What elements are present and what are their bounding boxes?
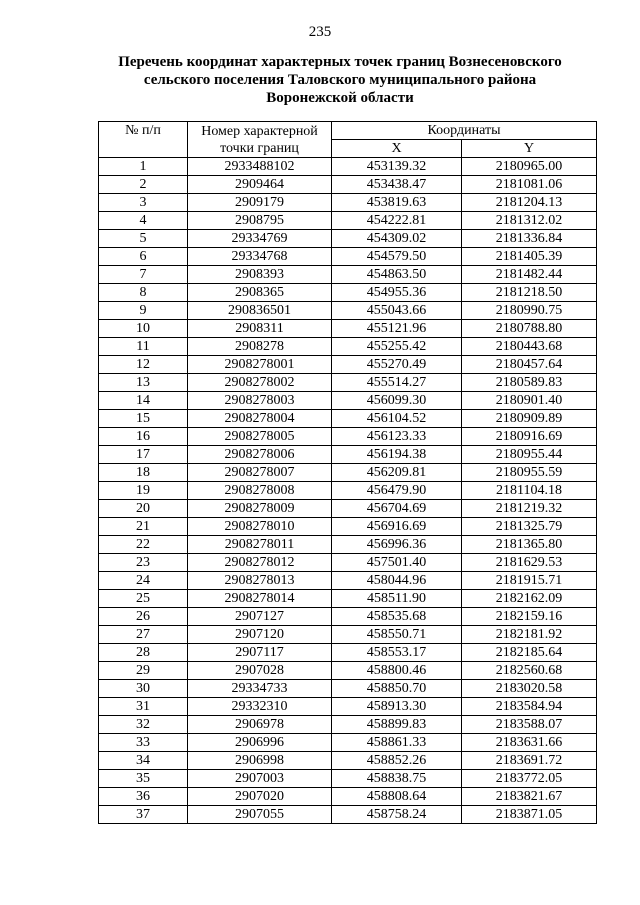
cell-x: 454955.36 bbox=[332, 284, 462, 302]
cell-point-number: 2908278003 bbox=[188, 392, 332, 410]
table-row bbox=[99, 770, 597, 788]
cell-y: 2181312.02 bbox=[462, 212, 597, 230]
cell-y: 2183772.05 bbox=[462, 770, 597, 788]
cell-y: 2181218.50 bbox=[462, 284, 597, 302]
table-row bbox=[99, 284, 597, 302]
cell-y: 2183020.58 bbox=[462, 680, 597, 698]
cell-point-number: 2908795 bbox=[188, 212, 332, 230]
cell-y: 2180965.00 bbox=[462, 158, 597, 176]
document-title bbox=[60, 53, 620, 107]
cell-x: 455121.96 bbox=[332, 320, 462, 338]
document-title-line-3: Воронежской области bbox=[266, 90, 414, 106]
cell-point-number: 2908278014 bbox=[188, 590, 332, 608]
cell-row-number: 26 bbox=[99, 608, 188, 626]
cell-y: 2181405.39 bbox=[462, 248, 597, 266]
cell-y: 2181915.71 bbox=[462, 572, 597, 590]
cell-x: 456194.38 bbox=[332, 446, 462, 464]
cell-row-number: 30 bbox=[99, 680, 188, 698]
table-row bbox=[99, 230, 597, 248]
cell-row-number: 12 bbox=[99, 356, 188, 374]
cell-point-number: 2908393 bbox=[188, 266, 332, 284]
cell-point-number: 2907120 bbox=[188, 626, 332, 644]
cell-row-number: 5 bbox=[99, 230, 188, 248]
table-row bbox=[99, 302, 597, 320]
cell-row-number: 3 bbox=[99, 194, 188, 212]
cell-row-number: 9 bbox=[99, 302, 188, 320]
table-row bbox=[99, 320, 597, 338]
cell-y: 2180916.69 bbox=[462, 428, 597, 446]
table-row bbox=[99, 662, 597, 680]
cell-y: 2181104.18 bbox=[462, 482, 597, 500]
cell-y: 2183584.94 bbox=[462, 698, 597, 716]
cell-point-number: 2906978 bbox=[188, 716, 332, 734]
cell-x: 456209.81 bbox=[332, 464, 462, 482]
cell-y: 2181081.06 bbox=[462, 176, 597, 194]
cell-point-number: 2908278012 bbox=[188, 554, 332, 572]
cell-y: 2181336.84 bbox=[462, 230, 597, 248]
cell-row-number: 1 bbox=[99, 158, 188, 176]
header-point-number bbox=[188, 122, 332, 158]
cell-row-number: 24 bbox=[99, 572, 188, 590]
table-row bbox=[99, 752, 597, 770]
cell-y: 2182159.16 bbox=[462, 608, 597, 626]
cell-x: 456099.30 bbox=[332, 392, 462, 410]
cell-y: 2183588.07 bbox=[462, 716, 597, 734]
cell-row-number: 7 bbox=[99, 266, 188, 284]
cell-point-number: 2907117 bbox=[188, 644, 332, 662]
table-row bbox=[99, 392, 597, 410]
cell-point-number: 2907003 bbox=[188, 770, 332, 788]
table-row bbox=[99, 518, 597, 536]
table-row bbox=[99, 500, 597, 518]
table-row bbox=[99, 698, 597, 716]
cell-y: 2181629.53 bbox=[462, 554, 597, 572]
coordinates-table bbox=[98, 121, 597, 824]
cell-row-number: 35 bbox=[99, 770, 188, 788]
cell-y: 2181325.79 bbox=[462, 518, 597, 536]
cell-y: 2183821.67 bbox=[462, 788, 597, 806]
cell-x: 456104.52 bbox=[332, 410, 462, 428]
cell-point-number: 2907055 bbox=[188, 806, 332, 824]
cell-point-number: 2908278011 bbox=[188, 536, 332, 554]
cell-y: 2181365.80 bbox=[462, 536, 597, 554]
cell-point-number: 290836501 bbox=[188, 302, 332, 320]
table-row bbox=[99, 734, 597, 752]
table-row bbox=[99, 374, 597, 392]
cell-row-number: 20 bbox=[99, 500, 188, 518]
header-row-number: № п/п bbox=[99, 122, 188, 158]
cell-x: 455043.66 bbox=[332, 302, 462, 320]
cell-row-number: 11 bbox=[99, 338, 188, 356]
cell-point-number: 2908278001 bbox=[188, 356, 332, 374]
cell-x: 458808.64 bbox=[332, 788, 462, 806]
cell-y: 2182560.68 bbox=[462, 662, 597, 680]
cell-point-number: 2908278008 bbox=[188, 482, 332, 500]
page-number: 235 bbox=[308, 24, 332, 40]
cell-row-number: 25 bbox=[99, 590, 188, 608]
cell-x: 456479.90 bbox=[332, 482, 462, 500]
cell-x: 454309.02 bbox=[332, 230, 462, 248]
cell-x: 456996.36 bbox=[332, 536, 462, 554]
cell-x: 458899.83 bbox=[332, 716, 462, 734]
header-coordinates: Координаты bbox=[332, 122, 597, 140]
cell-x: 458553.17 bbox=[332, 644, 462, 662]
cell-row-number: 36 bbox=[99, 788, 188, 806]
cell-row-number: 8 bbox=[99, 284, 188, 302]
document-title-line-2: сельского поселения Таловского муниципального района bbox=[143, 72, 537, 88]
cell-x: 458044.96 bbox=[332, 572, 462, 590]
cell-row-number: 29 bbox=[99, 662, 188, 680]
table-row bbox=[99, 716, 597, 734]
cell-point-number: 2908278 bbox=[188, 338, 332, 356]
cell-x: 454222.81 bbox=[332, 212, 462, 230]
cell-row-number: 18 bbox=[99, 464, 188, 482]
cell-x: 458838.75 bbox=[332, 770, 462, 788]
cell-y: 2180457.64 bbox=[462, 356, 597, 374]
cell-point-number: 2907127 bbox=[188, 608, 332, 626]
cell-point-number: 2909464 bbox=[188, 176, 332, 194]
table-row bbox=[99, 626, 597, 644]
cell-point-number: 2908278005 bbox=[188, 428, 332, 446]
cell-point-number: 29334768 bbox=[188, 248, 332, 266]
cell-y: 2183631.66 bbox=[462, 734, 597, 752]
cell-row-number: 17 bbox=[99, 446, 188, 464]
cell-y: 2180909.89 bbox=[462, 410, 597, 428]
table-row bbox=[99, 356, 597, 374]
cell-y: 2183691.72 bbox=[462, 752, 597, 770]
cell-row-number: 21 bbox=[99, 518, 188, 536]
cell-x: 453819.63 bbox=[332, 194, 462, 212]
table-row bbox=[99, 266, 597, 284]
cell-y: 2181219.32 bbox=[462, 500, 597, 518]
table-row bbox=[99, 680, 597, 698]
cell-point-number: 2933488102 bbox=[188, 158, 332, 176]
cell-x: 458913.30 bbox=[332, 698, 462, 716]
header-x: X bbox=[332, 140, 462, 158]
cell-point-number: 2907020 bbox=[188, 788, 332, 806]
document-title-line-1: Перечень координат характерных точек границ Вознесеновского bbox=[118, 54, 562, 70]
table-row bbox=[99, 644, 597, 662]
cell-y: 2183871.05 bbox=[462, 806, 597, 824]
cell-row-number: 14 bbox=[99, 392, 188, 410]
table-row bbox=[99, 410, 597, 428]
cell-x: 458800.46 bbox=[332, 662, 462, 680]
cell-row-number: 32 bbox=[99, 716, 188, 734]
cell-y: 2180901.40 bbox=[462, 392, 597, 410]
cell-y: 2180589.83 bbox=[462, 374, 597, 392]
cell-row-number: 13 bbox=[99, 374, 188, 392]
cell-x: 458511.90 bbox=[332, 590, 462, 608]
cell-y: 2182181.92 bbox=[462, 626, 597, 644]
cell-x: 453139.32 bbox=[332, 158, 462, 176]
cell-x: 458535.68 bbox=[332, 608, 462, 626]
cell-row-number: 16 bbox=[99, 428, 188, 446]
cell-row-number: 4 bbox=[99, 212, 188, 230]
table-row bbox=[99, 464, 597, 482]
table-row bbox=[99, 212, 597, 230]
cell-x: 455514.27 bbox=[332, 374, 462, 392]
cell-y: 2182185.64 bbox=[462, 644, 597, 662]
table-row bbox=[99, 554, 597, 572]
cell-row-number: 10 bbox=[99, 320, 188, 338]
header-point-number-line-1: Номер характерной bbox=[201, 123, 318, 139]
cell-row-number: 28 bbox=[99, 644, 188, 662]
table-row bbox=[99, 608, 597, 626]
cell-row-number: 6 bbox=[99, 248, 188, 266]
cell-point-number: 2907028 bbox=[188, 662, 332, 680]
cell-row-number: 2 bbox=[99, 176, 188, 194]
cell-y: 2182162.09 bbox=[462, 590, 597, 608]
cell-x: 458758.24 bbox=[332, 806, 462, 824]
cell-x: 458861.33 bbox=[332, 734, 462, 752]
cell-row-number: 34 bbox=[99, 752, 188, 770]
cell-point-number: 29334769 bbox=[188, 230, 332, 248]
cell-point-number: 2908365 bbox=[188, 284, 332, 302]
cell-row-number: 37 bbox=[99, 806, 188, 824]
table-row bbox=[99, 536, 597, 554]
table-row bbox=[99, 806, 597, 824]
cell-x: 454579.50 bbox=[332, 248, 462, 266]
cell-row-number: 22 bbox=[99, 536, 188, 554]
cell-y: 2180443.68 bbox=[462, 338, 597, 356]
cell-x: 458852.26 bbox=[332, 752, 462, 770]
table-row bbox=[99, 572, 597, 590]
cell-y: 2181204.13 bbox=[462, 194, 597, 212]
cell-x: 456916.69 bbox=[332, 518, 462, 536]
cell-y: 2180788.80 bbox=[462, 320, 597, 338]
cell-x: 455255.42 bbox=[332, 338, 462, 356]
table-row bbox=[99, 194, 597, 212]
cell-point-number: 29332310 bbox=[188, 698, 332, 716]
cell-point-number: 2908311 bbox=[188, 320, 332, 338]
cell-point-number: 2906996 bbox=[188, 734, 332, 752]
table-row bbox=[99, 158, 597, 176]
cell-point-number: 2908278006 bbox=[188, 446, 332, 464]
table-row bbox=[99, 446, 597, 464]
cell-x: 456123.33 bbox=[332, 428, 462, 446]
cell-point-number: 2908278004 bbox=[188, 410, 332, 428]
table-row bbox=[99, 338, 597, 356]
table-header bbox=[99, 122, 597, 158]
header-point-number-line-2: точки границ bbox=[220, 140, 299, 156]
cell-x: 456704.69 bbox=[332, 500, 462, 518]
cell-y: 2180955.59 bbox=[462, 464, 597, 482]
cell-point-number: 2908278002 bbox=[188, 374, 332, 392]
cell-point-number: 2908278007 bbox=[188, 464, 332, 482]
table-body bbox=[99, 158, 597, 824]
table-row bbox=[99, 482, 597, 500]
cell-x: 458850.70 bbox=[332, 680, 462, 698]
cell-y: 2180955.44 bbox=[462, 446, 597, 464]
cell-row-number: 23 bbox=[99, 554, 188, 572]
table-row bbox=[99, 248, 597, 266]
cell-x: 457501.40 bbox=[332, 554, 462, 572]
cell-point-number: 2908278009 bbox=[188, 500, 332, 518]
table-row bbox=[99, 590, 597, 608]
cell-x: 455270.49 bbox=[332, 356, 462, 374]
cell-point-number: 2908278013 bbox=[188, 572, 332, 590]
cell-point-number: 2909179 bbox=[188, 194, 332, 212]
table-row bbox=[99, 788, 597, 806]
cell-x: 458550.71 bbox=[332, 626, 462, 644]
cell-x: 454863.50 bbox=[332, 266, 462, 284]
cell-x: 453438.47 bbox=[332, 176, 462, 194]
table-row bbox=[99, 428, 597, 446]
cell-row-number: 27 bbox=[99, 626, 188, 644]
table-row bbox=[99, 176, 597, 194]
cell-point-number: 2908278010 bbox=[188, 518, 332, 536]
header-y: Y bbox=[462, 140, 597, 158]
cell-row-number: 19 bbox=[99, 482, 188, 500]
cell-row-number: 15 bbox=[99, 410, 188, 428]
cell-row-number: 31 bbox=[99, 698, 188, 716]
cell-y: 2181482.44 bbox=[462, 266, 597, 284]
cell-point-number: 2906998 bbox=[188, 752, 332, 770]
cell-row-number: 33 bbox=[99, 734, 188, 752]
cell-point-number: 29334733 bbox=[188, 680, 332, 698]
cell-y: 2180990.75 bbox=[462, 302, 597, 320]
